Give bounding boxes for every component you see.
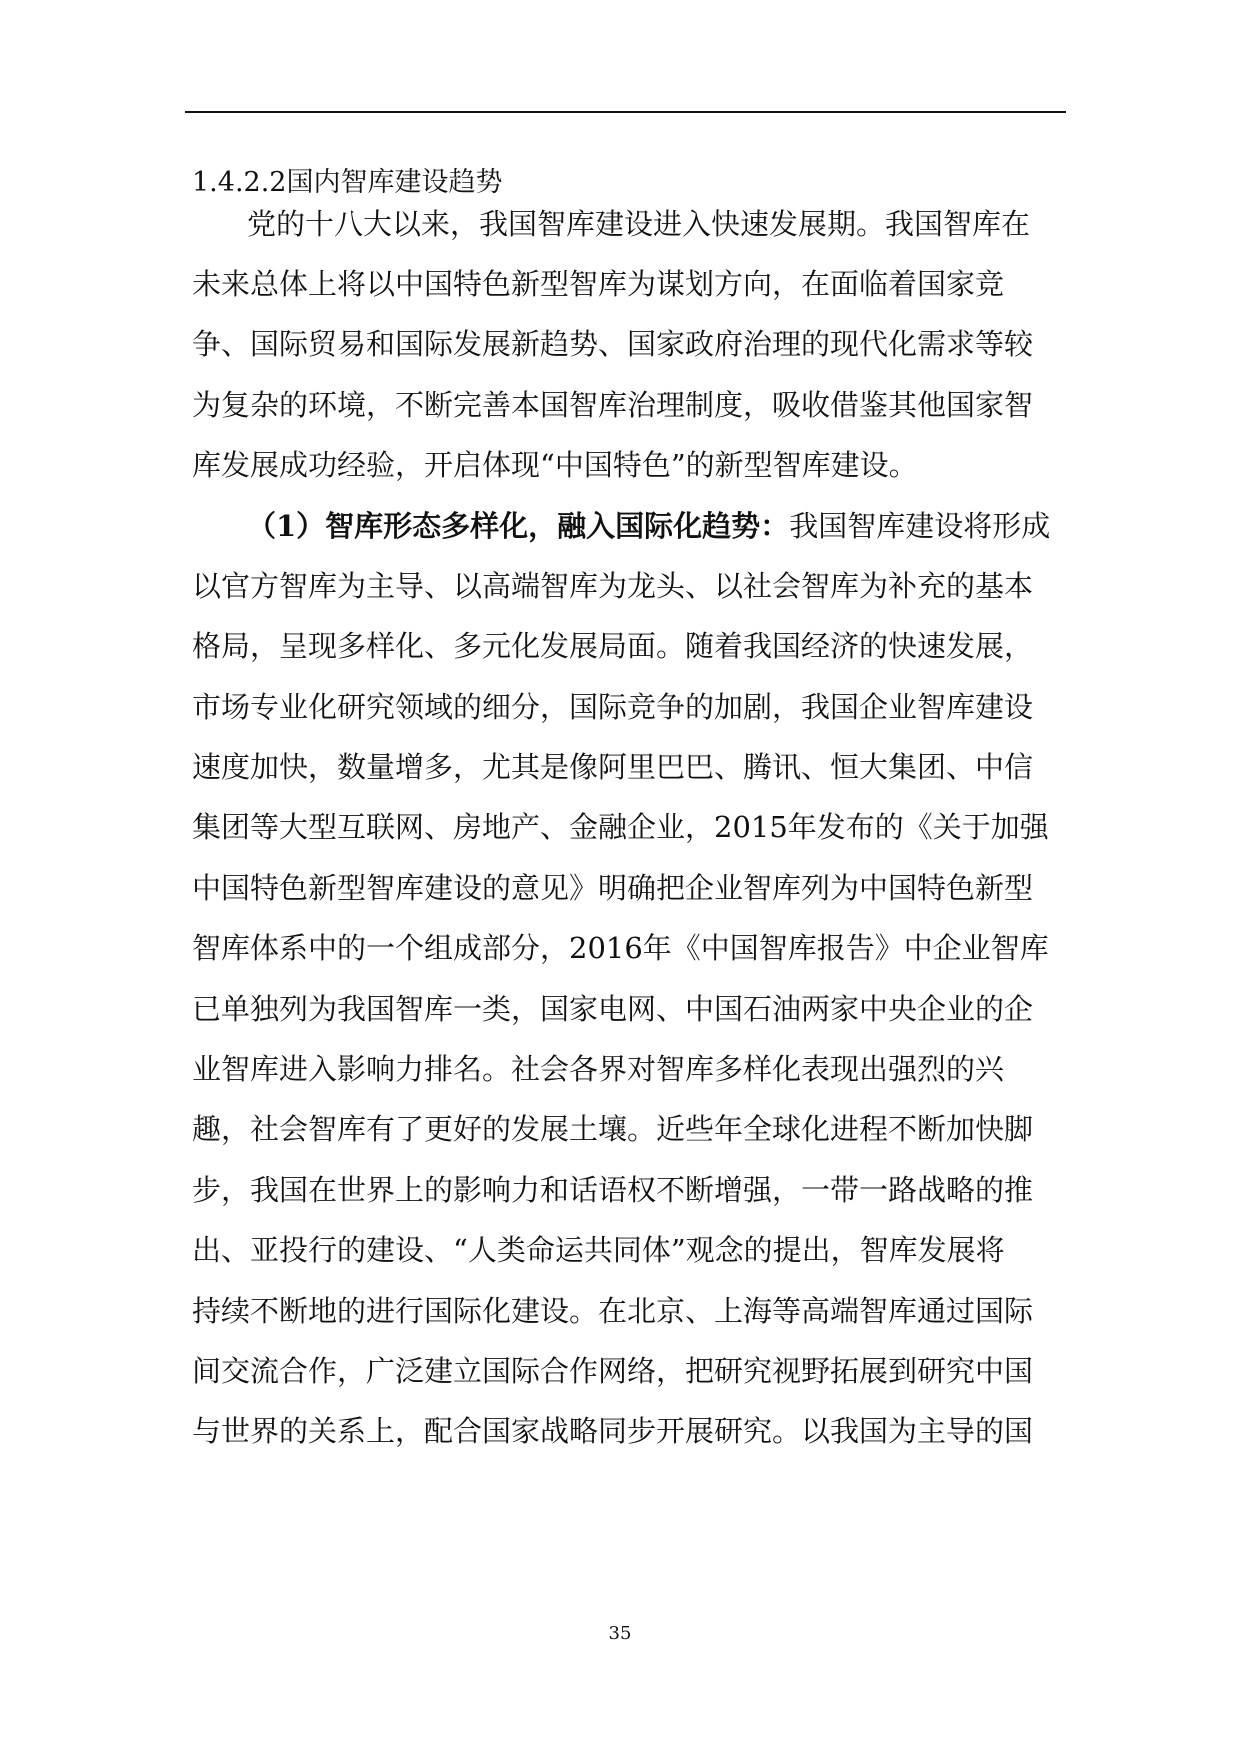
paragraph-1-line: 党的十八大以来，我国智库建设进入快速发展期。我国智库在 [247, 207, 1031, 241]
paragraph-2-line: 市场专业化研究领域的细分，国际竞争的加剧，我国企业智库建设 [192, 690, 1034, 724]
paragraph-2-line: 速度加快，数量增多，尤其是像阿里巴巴、腾讯、恒大集团、中信 [192, 750, 1034, 784]
paragraph-2-line: 中国特色新型智库建设的意见》明确把企业智库列为中国特色新型 [192, 871, 1034, 905]
paragraph-2-line: 步，我国在世界上的影响力和话语权不断增强，一带一路战略的推 [192, 1173, 1034, 1207]
paragraph-1-line: 争、国际贸易和国际发展新趋势、国家政府治理的现代化需求等较 [192, 327, 1034, 361]
paragraph-1-line: 未来总体上将以中国特色新型智库为谋划方向，在面临着国家竞 [192, 267, 1005, 301]
paragraph-2-line: 持续不断地的进行国际化建设。在北京、上海等高端智库通过国际 [192, 1294, 1034, 1328]
paragraph-2-first-line-rest: 我国智库建设将形成 [789, 509, 1051, 543]
paragraph-2-line: 格局，呈现多样化、多元化发展局面。随着我国经济的快速发展， [192, 629, 1034, 663]
paragraph-2-bold-lead: （1）智库形态多样化，融入国际化趋势： [247, 509, 790, 543]
section-heading: 1.4.2.2国内智库建设趋势 [192, 167, 503, 198]
paragraph-2-line: 业智库进入影响力排名。社会各界对智库多样化表现出强烈的兴 [192, 1052, 1005, 1086]
paragraph-2-line: 以官方智库为主导、以高端智库为龙头、以社会智库为补充的基本 [192, 569, 1034, 603]
paragraph-1-line: 库发展成功经验，开启体现“中国特色”的新型智库建设。 [192, 448, 918, 482]
paragraph-2-first-line [247, 506, 1050, 546]
paragraph-2-line: 已单独列为我国智库一类，国家电网、中国石油两家中央企业的企 [192, 992, 1034, 1026]
page-number: 35 [608, 1623, 632, 1644]
paragraph-2-line: 智库体系中的一个组成部分，2016年《中国智库报告》中企业智库 [192, 931, 1049, 965]
paragraph-2-line: 集团等大型互联网、房地产、金融企业，2015年发布的《关于加强 [192, 810, 1049, 844]
paragraph-2-line: 出、亚投行的建设、“人类命运共同体”观念的提出，智库发展将 [192, 1233, 1005, 1267]
paragraph-1-line: 为复杂的环境，不断完善本国智库治理制度，吸收借鉴其他国家智 [192, 388, 1034, 422]
paragraph-2-line: 间交流合作，广泛建立国际合作网络，把研究视野拓展到研究中国 [192, 1354, 1034, 1388]
paragraph-2-line: 与世界的关系上，配合国家战略同步开展研究。以我国为主导的国 [192, 1414, 1034, 1448]
header-rule [185, 111, 1066, 113]
paragraph-2-line: 趣，社会智库有了更好的发展土壤。近些年全球化进程不断加快脚 [192, 1112, 1034, 1146]
